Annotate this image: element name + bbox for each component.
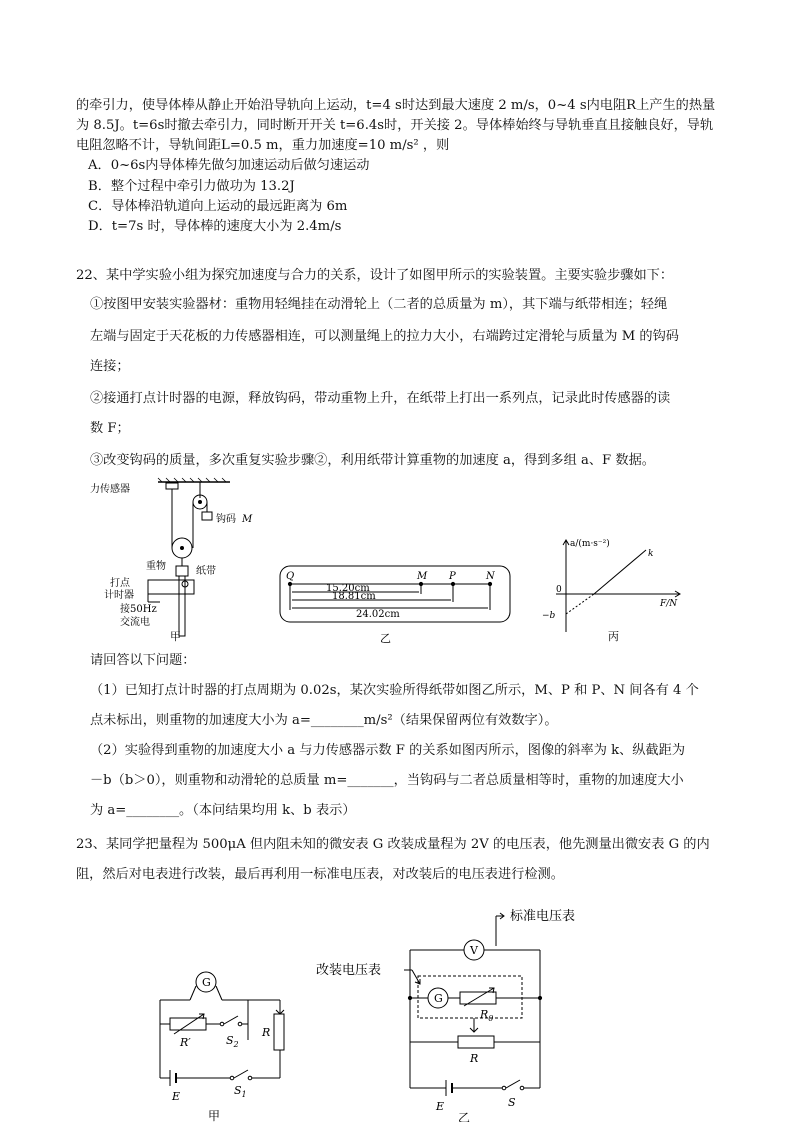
label-force-sensor: 力传感器 (90, 484, 130, 495)
circuit-yi-r: R (470, 1052, 479, 1065)
q22-step1-b: 左端与固定于天花板的力传感器相连，可以测量绳上的拉力大小，右端跨过定滑轮与质量为 M 的钩码 (90, 329, 679, 344)
label-ac-1: 接50Hz (120, 604, 157, 615)
circuit-yi-figure (314, 906, 604, 1122)
apparatus-figure (90, 476, 270, 646)
tape-distance-qn: 24.02cm (356, 609, 400, 620)
graph-intercept-label: −b (542, 611, 556, 621)
q22-step1-c: 连接； (90, 359, 130, 374)
q21-line1: 的牵引力，使导体棒从静止开始沿导轨向上运动，t=4 s时达到最大速度 2 m/s，0~4 s内电阻R上产生的热量 (76, 98, 716, 113)
circuit-jia-r: R (262, 1026, 271, 1039)
q22-step2-a: ②接通打点计时器的电源，释放钩码，带动重物上升，在纸带上打出一系列点，记录此时传感器的读 (90, 391, 671, 406)
label-timer-2: 计时器 (104, 590, 134, 601)
circuit-yi-e: E (436, 1100, 445, 1113)
graph-x-axis-label: F/N (660, 599, 678, 609)
tape-distance-qm: 15.20cm (326, 583, 370, 594)
label-standard-voltmeter: 标准电压表 (510, 909, 576, 924)
q21-option-c: C．导体棒沿轨道向上运动的最远距离为 6m (88, 199, 348, 214)
label-ac-2: 交流电 (120, 617, 150, 628)
graph-origin: 0 (556, 585, 562, 595)
q22-sub2-c: 为 a=________。（本问结果均用 k、b 表示） (90, 803, 356, 818)
q22-step3: ③改变钩码的质量，多次重复实验步骤②，利用纸带计算重物的加速度 a，得到多组 a、F 数据。 (90, 453, 655, 468)
circuit-jia-s1: $S_1$ (234, 1084, 247, 1099)
label-modified-voltmeter: 改装电压表 (316, 963, 382, 978)
graph-slope-label: k (648, 549, 654, 559)
q23-line1: 23、某同学把量程为 500μA 但内阻未知的微安表 G 改装成量程为 2V 的电压表，他先测量出微安表 G 的内 (76, 837, 710, 852)
tape-distance-qp: 18.81cm (332, 591, 376, 602)
figure-label-yi-2: 乙 (458, 1111, 471, 1122)
q22-sub2-a: （2）实验得到重物的加速度大小 a 与力传感器示数 F 的关系如图丙所示，图像的斜率为 k、纵截距为 (90, 743, 686, 758)
graph-y-axis-label: a/(m·s⁻²) (570, 539, 610, 549)
label-timer-1: 打点 (110, 578, 130, 589)
circuit-jia-galvanometer: G (202, 976, 211, 989)
circuit-jia-figure (130, 960, 310, 1122)
q22-sub1-a: （1）已知打点计时器的打点周期为 0.02s，某次实验所得纸带如图乙所示，M、P 和 P、N 间各有 4 个 (90, 683, 699, 698)
q22-intro: 22、某中学实验小组为探究加速度与合力的关系，设计了如图甲所示的实验装置。主要实验步骤如下： (76, 268, 674, 283)
q21-option-d: D．t=7s 时，导体棒的速度大小为 2.4m/s (88, 219, 342, 234)
q21-line3: 电阻忽略不计，导轨间距L=0.5 m，重力加速度=10 m/s² ，则 (76, 138, 450, 153)
label-weight: 重物 (146, 561, 166, 572)
circuit-yi-r0: $R_0$ (480, 1008, 494, 1023)
tape-point-q: Q (286, 571, 295, 582)
q22-sub2-b: －b（b＞0），则重物和动滑轮的总质量 m=_______，当钩码与二者总质量相等时，重物的加速度大小 (90, 773, 684, 788)
label-paper-tape: 纸带 (196, 566, 216, 577)
circuit-yi-galvanometer: G (434, 992, 443, 1005)
figure-label-jia: 甲 (170, 630, 181, 643)
paper-tape-figure (276, 560, 516, 646)
q21-line2: 为 8.5J。t=6s时撤去牵引力，同时断开开关 t=6.4s时，开关接 2。导体棒始终与导轨垂直且接触良好，导轨 (76, 118, 714, 133)
q23-line2: 阻，然后对电表进行改装，最后再利用一标准电压表，对改装后的电压表进行检测。 (76, 867, 564, 882)
tape-point-m: M (417, 571, 428, 582)
label-hook-weight: 钩码 (216, 514, 236, 525)
circuit-yi-s: S (508, 1096, 516, 1109)
circuit-jia-e: E (172, 1090, 181, 1103)
q22-sub1-b: 点未标出，则重物的加速度大小为 a=________m/s²（结果保留两位有效数字）。 (90, 713, 558, 728)
figure-label-bing: 丙 (608, 630, 619, 643)
q21-option-a: A．0~6s内导体棒先做匀加速运动后做匀速运动 (88, 158, 370, 173)
circuit-yi-voltmeter: V (470, 944, 478, 957)
q22-step2-b: 数 F； (90, 421, 130, 436)
tape-point-p: P (449, 571, 456, 582)
q21-option-b: B．整个过程中牵引力做功为 13.2J (88, 179, 295, 194)
tape-point-n: N (486, 571, 495, 582)
circuit-jia-s2: $S_2$ (226, 1034, 239, 1049)
figure-label-yi: 乙 (380, 632, 391, 645)
label-hook-mass: M (242, 514, 253, 525)
af-graph-figure (538, 532, 698, 644)
q22-ask: 请回答以下问题： (90, 653, 196, 668)
q22-step1-a: ①按图甲安装实验器材：重物用轻绳挂在动滑轮上（二者的总质量为 m），其下端与纸带相连；轻绳 (90, 297, 668, 312)
circuit-jia-r-prime: R′ (180, 1036, 191, 1049)
figure-label-jia-2: 甲 (208, 1109, 221, 1122)
